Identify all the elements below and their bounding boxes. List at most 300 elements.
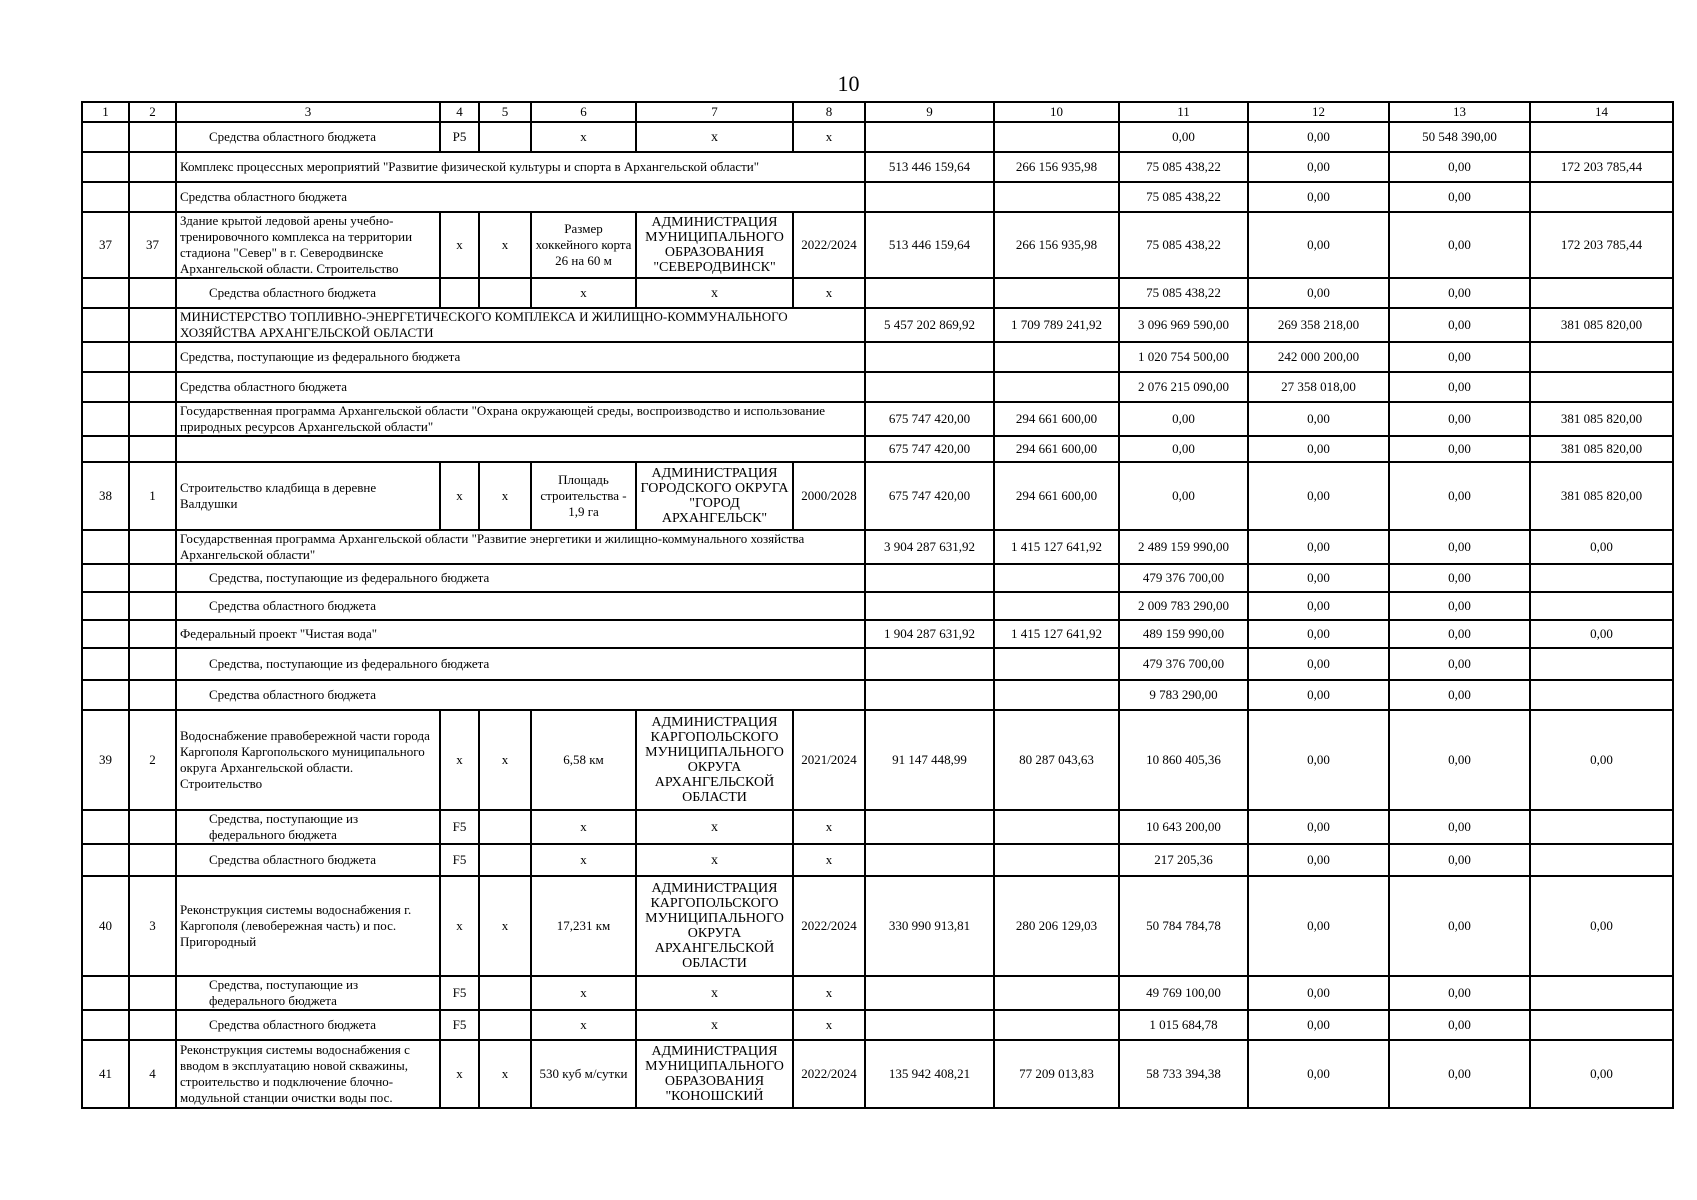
amount-cell	[865, 372, 994, 402]
table-row	[82, 648, 1673, 680]
sub-number-cell	[129, 564, 176, 592]
amount-cell: 1 709 789 241,92	[994, 308, 1119, 342]
amount-cell: 0,00	[1248, 592, 1389, 620]
table-row	[82, 564, 1673, 592]
amount-cell: 75 085 438,22	[1119, 152, 1248, 182]
amount-cell: 135 942 408,21	[865, 1040, 994, 1108]
sub-number-cell	[129, 592, 176, 620]
row-number-cell	[82, 402, 129, 436]
table-row	[82, 152, 1673, 182]
organization-cell: АДМИНИСТРАЦИЯ КАРГОПОЛЬСКОГО МУНИЦИПАЛЬНОГО ОКРУГА АРХАНГЕЛЬСКОЙ ОБЛАСТИ	[636, 710, 793, 810]
period-cell: x	[793, 122, 865, 152]
table-row	[82, 810, 1673, 844]
amount-cell: 0,00	[1119, 462, 1248, 530]
section-title-cell	[176, 436, 865, 462]
item-name-cell: Строительство кладбища в деревне Валдушки	[176, 462, 440, 530]
amount-cell	[994, 648, 1119, 680]
amount-cell	[994, 592, 1119, 620]
amount-cell: 0,00	[1248, 212, 1389, 278]
amount-cell	[1530, 372, 1673, 402]
amount-cell: 2 489 159 990,00	[1119, 530, 1248, 564]
amount-cell: 75 085 438,22	[1119, 212, 1248, 278]
table-row	[82, 844, 1673, 876]
amount-cell: 0,00	[1119, 436, 1248, 462]
row-number-cell	[82, 122, 129, 152]
amount-cell: 5 457 202 869,92	[865, 308, 994, 342]
table-row	[82, 710, 1673, 810]
row-number-cell	[82, 182, 129, 212]
amount-cell: 266 156 935,98	[994, 212, 1119, 278]
amount-cell: 675 747 420,00	[865, 436, 994, 462]
page-number: 10	[837, 71, 860, 96]
amount-cell: 10 860 405,36	[1119, 710, 1248, 810]
capacity-cell: x	[531, 1010, 636, 1040]
column-header: 9	[865, 102, 994, 122]
section-title-cell: Государственная программа Архангельской области "Развитие энергетики и жилищно-коммунального хозяйства Архангельской области"	[176, 530, 865, 564]
amount-cell: 479 376 700,00	[1119, 648, 1248, 680]
amount-cell: 217 205,36	[1119, 844, 1248, 876]
amount-cell: 0,00	[1248, 976, 1389, 1010]
row-number-cell	[82, 436, 129, 462]
amount-cell: 0,00	[1530, 876, 1673, 976]
budget-table	[81, 101, 1674, 1109]
column-header: 2	[129, 102, 176, 122]
amount-cell: 381 085 820,00	[1530, 402, 1673, 436]
row-number-cell	[82, 620, 129, 648]
amount-cell: 0,00	[1248, 564, 1389, 592]
amount-cell: 0,00	[1389, 810, 1530, 844]
amount-cell	[1530, 976, 1673, 1010]
capacity-cell: 530 куб м/сутки	[531, 1040, 636, 1108]
amount-cell: 0,00	[1389, 1010, 1530, 1040]
amount-cell: 0,00	[1119, 122, 1248, 152]
amount-cell: 0,00	[1248, 278, 1389, 308]
sub-number-cell	[129, 620, 176, 648]
amount-cell: 1 020 754 500,00	[1119, 342, 1248, 372]
period-cell: 2021/2024	[793, 710, 865, 810]
amount-cell: 0,00	[1248, 648, 1389, 680]
item-name-cell: Средства областного бюджета	[176, 122, 440, 152]
row-number-cell	[82, 278, 129, 308]
section-title-cell: Средства областного бюджета	[176, 680, 865, 710]
col5-cell	[479, 278, 531, 308]
amount-cell: 489 159 990,00	[1119, 620, 1248, 648]
capacity-cell: 17,231 км	[531, 876, 636, 976]
section-title-cell: Комплекс процессных мероприятий "Развитие физической культуры и спорта в Архангельской области"	[176, 152, 865, 182]
sub-number-cell	[129, 648, 176, 680]
sub-number-cell	[129, 976, 176, 1010]
amount-cell: 0,00	[1389, 1040, 1530, 1108]
capacity-cell: 6,58 км	[531, 710, 636, 810]
amount-cell: 0,00	[1248, 1010, 1389, 1040]
capacity-cell: x	[531, 844, 636, 876]
col5-cell	[479, 976, 531, 1010]
amount-cell: 280 206 129,03	[994, 876, 1119, 976]
amount-cell	[1530, 342, 1673, 372]
capacity-cell: x	[531, 976, 636, 1010]
section-title-cell: Средства областного бюджета	[176, 592, 865, 620]
table-row	[82, 372, 1673, 402]
period-cell: x	[793, 1010, 865, 1040]
column-header: 14	[1530, 102, 1673, 122]
code-cell: P5	[440, 122, 479, 152]
code-cell: F5	[440, 844, 479, 876]
amount-cell	[865, 342, 994, 372]
amount-cell: 381 085 820,00	[1530, 436, 1673, 462]
sub-number-cell	[129, 152, 176, 182]
code-cell: x	[440, 710, 479, 810]
col5-cell: x	[479, 710, 531, 810]
amount-cell	[1530, 122, 1673, 152]
amount-cell: 0,00	[1248, 182, 1389, 212]
capacity-cell: Площадь строительства - 1,9 га	[531, 462, 636, 530]
amount-cell: 242 000 200,00	[1248, 342, 1389, 372]
row-number-cell: 40	[82, 876, 129, 976]
period-cell: x	[793, 810, 865, 844]
amount-cell: 0,00	[1248, 462, 1389, 530]
code-cell: F5	[440, 976, 479, 1010]
amount-cell: 75 085 438,22	[1119, 182, 1248, 212]
sub-number-cell: 2	[129, 710, 176, 810]
amount-cell: 381 085 820,00	[1530, 462, 1673, 530]
organization-cell: x	[636, 278, 793, 308]
amount-cell: 0,00	[1389, 530, 1530, 564]
amount-cell	[1530, 648, 1673, 680]
row-number-cell	[82, 342, 129, 372]
amount-cell: 3 096 969 590,00	[1119, 308, 1248, 342]
sub-number-cell	[129, 372, 176, 402]
amount-cell	[865, 592, 994, 620]
table-row	[82, 1010, 1673, 1040]
sub-number-cell	[129, 436, 176, 462]
column-header: 8	[793, 102, 865, 122]
amount-cell: 75 085 438,22	[1119, 278, 1248, 308]
table-row	[82, 530, 1673, 564]
amount-cell	[1530, 810, 1673, 844]
row-number-cell: 38	[82, 462, 129, 530]
section-title-cell: Средства, поступающие из федерального бюджета	[176, 648, 865, 680]
table-row	[82, 436, 1673, 462]
amount-cell: 0,00	[1248, 844, 1389, 876]
amount-cell: 1 904 287 631,92	[865, 620, 994, 648]
organization-cell: АДМИНИСТРАЦИЯ МУНИЦИПАЛЬНОГО ОБРАЗОВАНИЯ "КОНОШСКИЙ	[636, 1040, 793, 1108]
sub-number-cell	[129, 308, 176, 342]
column-header: 5	[479, 102, 531, 122]
amount-cell: 294 661 600,00	[994, 436, 1119, 462]
amount-cell	[994, 1010, 1119, 1040]
amount-cell: 2 009 783 290,00	[1119, 592, 1248, 620]
col5-cell: x	[479, 212, 531, 278]
amount-cell: 0,00	[1389, 592, 1530, 620]
row-number-cell	[82, 1010, 129, 1040]
period-cell: 2000/2028	[793, 462, 865, 530]
amount-cell: 0,00	[1389, 564, 1530, 592]
section-title-cell: Средства областного бюджета	[176, 182, 865, 212]
amount-cell	[865, 278, 994, 308]
code-cell: x	[440, 876, 479, 976]
amount-cell	[1530, 592, 1673, 620]
amount-cell: 513 446 159,64	[865, 212, 994, 278]
row-number-cell	[82, 844, 129, 876]
table-row	[82, 402, 1673, 436]
section-title-cell: Средства, поступающие из федерального бюджета	[176, 342, 865, 372]
amount-cell: 0,00	[1389, 648, 1530, 680]
amount-cell: 0,00	[1389, 462, 1530, 530]
amount-cell: 58 733 394,38	[1119, 1040, 1248, 1108]
col5-cell: x	[479, 1040, 531, 1108]
amount-cell: 0,00	[1389, 680, 1530, 710]
capacity-cell: Размер хоккейного корта 26 на 60 м	[531, 212, 636, 278]
amount-cell: 0,00	[1119, 402, 1248, 436]
amount-cell	[1530, 1010, 1673, 1040]
table-row	[82, 1040, 1673, 1108]
code-cell: F5	[440, 1010, 479, 1040]
amount-cell: 330 990 913,81	[865, 876, 994, 976]
amount-cell: 10 643 200,00	[1119, 810, 1248, 844]
capacity-cell: x	[531, 122, 636, 152]
amount-cell	[994, 844, 1119, 876]
amount-cell	[1530, 844, 1673, 876]
sub-number-cell	[129, 844, 176, 876]
period-cell: x	[793, 976, 865, 1010]
amount-cell: 27 358 018,00	[1248, 372, 1389, 402]
amount-cell	[994, 976, 1119, 1010]
row-number-cell	[82, 976, 129, 1010]
row-number-cell	[82, 810, 129, 844]
amount-cell	[865, 122, 994, 152]
sub-number-cell	[129, 278, 176, 308]
col5-cell	[479, 810, 531, 844]
amount-cell	[865, 976, 994, 1010]
amount-cell: 0,00	[1389, 182, 1530, 212]
code-cell: x	[440, 1040, 479, 1108]
item-name-cell: Средства, поступающие из федерального бюджета	[176, 976, 440, 1010]
sub-number-cell	[129, 122, 176, 152]
row-number-cell	[82, 648, 129, 680]
row-number-cell	[82, 564, 129, 592]
amount-cell: 0,00	[1530, 530, 1673, 564]
amount-cell: 0,00	[1530, 620, 1673, 648]
amount-cell: 479 376 700,00	[1119, 564, 1248, 592]
item-name-cell: Средства областного бюджета	[176, 844, 440, 876]
amount-cell: 3 904 287 631,92	[865, 530, 994, 564]
amount-cell: 0,00	[1389, 436, 1530, 462]
sub-number-cell: 1	[129, 462, 176, 530]
amount-cell: 0,00	[1248, 810, 1389, 844]
amount-cell	[994, 278, 1119, 308]
amount-cell	[994, 564, 1119, 592]
column-header: 6	[531, 102, 636, 122]
amount-cell: 0,00	[1248, 152, 1389, 182]
amount-cell: 0,00	[1389, 372, 1530, 402]
table-row	[82, 680, 1673, 710]
amount-cell: 381 085 820,00	[1530, 308, 1673, 342]
period-cell: 2022/2024	[793, 212, 865, 278]
amount-cell	[1530, 278, 1673, 308]
table-row	[82, 462, 1673, 530]
table-row	[82, 620, 1673, 648]
column-header: 1	[82, 102, 129, 122]
amount-cell: 294 661 600,00	[994, 402, 1119, 436]
organization-cell: x	[636, 1010, 793, 1040]
period-cell: x	[793, 278, 865, 308]
amount-cell: 1 015 684,78	[1119, 1010, 1248, 1040]
amount-cell: 0,00	[1389, 876, 1530, 976]
amount-cell: 0,00	[1389, 710, 1530, 810]
row-number-cell	[82, 152, 129, 182]
amount-cell	[865, 1010, 994, 1040]
row-number-cell	[82, 680, 129, 710]
item-name-cell: Реконструкция системы водоснабжения г. Каргополя (левобережная часть) и пос. Пригородный	[176, 876, 440, 976]
amount-cell	[994, 810, 1119, 844]
amount-cell: 80 287 043,63	[994, 710, 1119, 810]
amount-cell: 1 415 127 641,92	[994, 530, 1119, 564]
column-header: 4	[440, 102, 479, 122]
column-header: 12	[1248, 102, 1389, 122]
sub-number-cell: 3	[129, 876, 176, 976]
row-number-cell: 37	[82, 212, 129, 278]
amount-cell: 675 747 420,00	[865, 402, 994, 436]
amount-cell	[994, 372, 1119, 402]
amount-cell: 0,00	[1389, 976, 1530, 1010]
amount-cell: 172 203 785,44	[1530, 212, 1673, 278]
col5-cell	[479, 1010, 531, 1040]
row-number-cell: 41	[82, 1040, 129, 1108]
col5-cell	[479, 122, 531, 152]
amount-cell: 9 783 290,00	[1119, 680, 1248, 710]
amount-cell	[865, 182, 994, 212]
amount-cell: 0,00	[1248, 620, 1389, 648]
amount-cell: 0,00	[1389, 152, 1530, 182]
amount-cell: 0,00	[1530, 1040, 1673, 1108]
table-row	[82, 308, 1673, 342]
col5-cell: x	[479, 462, 531, 530]
table-row	[82, 342, 1673, 372]
section-title-cell: МИНИСТЕРСТВО ТОПЛИВНО-ЭНЕРГЕТИЧЕСКОГО КОМПЛЕКСА И ЖИЛИЩНО-КОММУНАЛЬНОГО ХОЗЯЙСТВА АРХАНГЕЛЬСКОЙ ОБЛАСТИ	[176, 308, 865, 342]
sub-number-cell	[129, 530, 176, 564]
amount-cell: 0,00	[1248, 876, 1389, 976]
sub-number-cell	[129, 810, 176, 844]
item-name-cell: Средства областного бюджета	[176, 1010, 440, 1040]
organization-cell: x	[636, 844, 793, 876]
sub-number-cell	[129, 342, 176, 372]
amount-cell	[1530, 182, 1673, 212]
amount-cell: 0,00	[1389, 402, 1530, 436]
amount-cell: 0,00	[1248, 530, 1389, 564]
row-number-cell	[82, 530, 129, 564]
amount-cell: 294 661 600,00	[994, 462, 1119, 530]
amount-cell: 269 358 218,00	[1248, 308, 1389, 342]
row-number-cell	[82, 372, 129, 402]
amount-cell	[865, 564, 994, 592]
amount-cell: 0,00	[1389, 620, 1530, 648]
amount-cell	[994, 342, 1119, 372]
amount-cell: 2 076 215 090,00	[1119, 372, 1248, 402]
organization-cell: x	[636, 122, 793, 152]
amount-cell: 0,00	[1389, 278, 1530, 308]
period-cell: x	[793, 844, 865, 876]
column-header: 3	[176, 102, 440, 122]
section-title-cell: Федеральный проект "Чистая вода"	[176, 620, 865, 648]
amount-cell: 0,00	[1248, 1040, 1389, 1108]
amount-cell	[1530, 564, 1673, 592]
amount-cell	[865, 680, 994, 710]
column-header: 11	[1119, 102, 1248, 122]
item-name-cell: Водоснабжение правобережной части города Каргополя Каргопольского муниципального округа Архангельской области. Строительство	[176, 710, 440, 810]
amount-cell: 0,00	[1389, 212, 1530, 278]
col5-cell: x	[479, 876, 531, 976]
organization-cell: x	[636, 976, 793, 1010]
section-title-cell: Средства областного бюджета	[176, 372, 865, 402]
organization-cell: x	[636, 810, 793, 844]
amount-cell	[1530, 680, 1673, 710]
amount-cell: 77 209 013,83	[994, 1040, 1119, 1108]
item-name-cell: Здание крытой ледовой арены учебно-тренировочного комплекса на территории стадиона "Север" в г. Северодвинске Архангельской области. Строительство	[176, 212, 440, 278]
amount-cell	[994, 182, 1119, 212]
sub-number-cell: 4	[129, 1040, 176, 1108]
sub-number-cell: 37	[129, 212, 176, 278]
amount-cell: 0,00	[1248, 436, 1389, 462]
column-header-row	[82, 102, 1673, 122]
amount-cell	[865, 844, 994, 876]
amount-cell: 513 446 159,64	[865, 152, 994, 182]
table-row	[82, 212, 1673, 278]
section-title-cell: Государственная программа Архангельской области "Охрана окружающей среды, воспроизводство и использование природных ресурсов Архангельской области"	[176, 402, 865, 436]
amount-cell: 49 769 100,00	[1119, 976, 1248, 1010]
amount-cell: 1 415 127 641,92	[994, 620, 1119, 648]
amount-cell	[865, 810, 994, 844]
amount-cell: 0,00	[1389, 844, 1530, 876]
row-number-cell	[82, 592, 129, 620]
item-name-cell: Реконструкция системы водоснабжения с вводом в эксплуатацию новой скважины, строительство и подключение блочно-модульной станции очистки воды пос.	[176, 1040, 440, 1108]
amount-cell: 172 203 785,44	[1530, 152, 1673, 182]
capacity-cell: x	[531, 278, 636, 308]
amount-cell: 0,00	[1530, 710, 1673, 810]
amount-cell: 0,00	[1389, 342, 1530, 372]
table-row	[82, 592, 1673, 620]
capacity-cell: x	[531, 810, 636, 844]
table-row	[82, 876, 1673, 976]
col5-cell	[479, 844, 531, 876]
period-cell: 2022/2024	[793, 876, 865, 976]
row-number-cell	[82, 308, 129, 342]
amount-cell: 0,00	[1248, 402, 1389, 436]
table-row	[82, 976, 1673, 1010]
row-number-cell: 39	[82, 710, 129, 810]
sub-number-cell	[129, 182, 176, 212]
code-cell: x	[440, 212, 479, 278]
table-row	[82, 182, 1673, 212]
organization-cell: АДМИНИСТРАЦИЯ КАРГОПОЛЬСКОГО МУНИЦИПАЛЬНОГО ОКРУГА АРХАНГЕЛЬСКОЙ ОБЛАСТИ	[636, 876, 793, 976]
code-cell: x	[440, 462, 479, 530]
organization-cell: АДМИНИСТРАЦИЯ МУНИЦИПАЛЬНОГО ОБРАЗОВАНИЯ "СЕВЕРОДВИНСК"	[636, 212, 793, 278]
amount-cell: 50 784 784,78	[1119, 876, 1248, 976]
amount-cell: 0,00	[1248, 710, 1389, 810]
amount-cell: 0,00	[1248, 122, 1389, 152]
amount-cell: 91 147 448,99	[865, 710, 994, 810]
amount-cell	[994, 680, 1119, 710]
amount-cell: 675 747 420,00	[865, 462, 994, 530]
amount-cell: 266 156 935,98	[994, 152, 1119, 182]
amount-cell	[994, 122, 1119, 152]
item-name-cell: Средства областного бюджета	[176, 278, 440, 308]
column-header: 13	[1389, 102, 1530, 122]
amount-cell: 0,00	[1389, 308, 1530, 342]
period-cell: 2022/2024	[793, 1040, 865, 1108]
table-row	[82, 278, 1673, 308]
amount-cell: 0,00	[1248, 680, 1389, 710]
amount-cell	[865, 648, 994, 680]
